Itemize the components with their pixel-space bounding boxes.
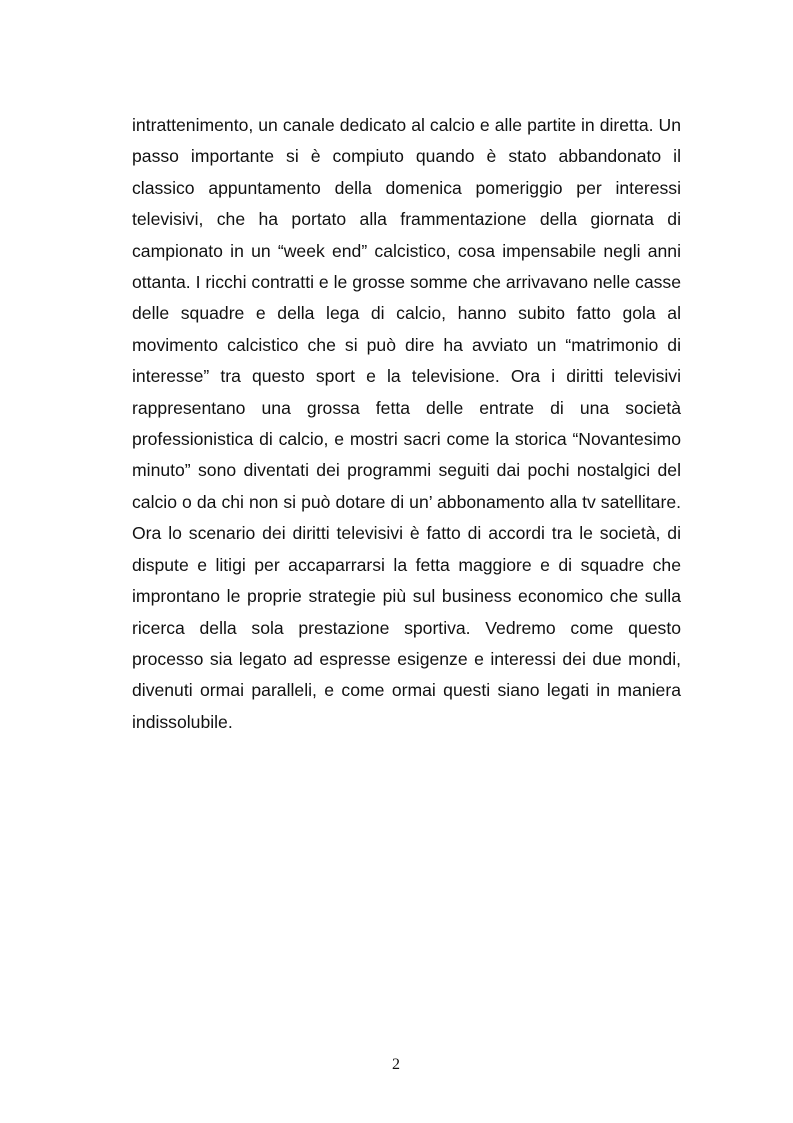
page-number: 2 [392, 1056, 400, 1073]
body-paragraph: intrattenimento, un canale dedicato al calcio e alle partite in diretta. Un passo importante si è compiuto quando è stato abbandonato il classico appuntamento della domenica pomeriggio per interessi televisivi, che ha portato alla frammentazione della giornata di campionato in un “week end” calcistico, cosa impensabile negli anni ottanta. I ricchi contratti e le grosse somme che arrivavano nelle casse delle squadre e della lega di calcio, hanno subito fatto gola al movimento calcistico che si può dire ha avviato un “matrimonio di interesse” tra questo sport e la televisione. Ora i diritti televisivi rappresentano una grossa fetta delle entrate di una società professionistica di calcio, e mostri sacri come la storica “Novantesimo minuto” sono diventati dei programmi seguiti dai pochi nostalgici del calcio o da chi non si può dotare di un’ abbonamento alla tv satellitare. Ora lo scenario dei diritti televisivi è fatto di accordi tra le società, di dispute e litigi per accaparrarsi la fetta maggiore e di squadre che improntano le proprie strategie più sul business economico che sulla ricerca della sola prestazione sportiva. Vedremo come questo processo sia legato ad espresse esigenze e interessi dei due mondi, divenuti ormai paralleli, e come ormai questi siano legati in maniera indissolubile. [132, 115, 681, 732]
